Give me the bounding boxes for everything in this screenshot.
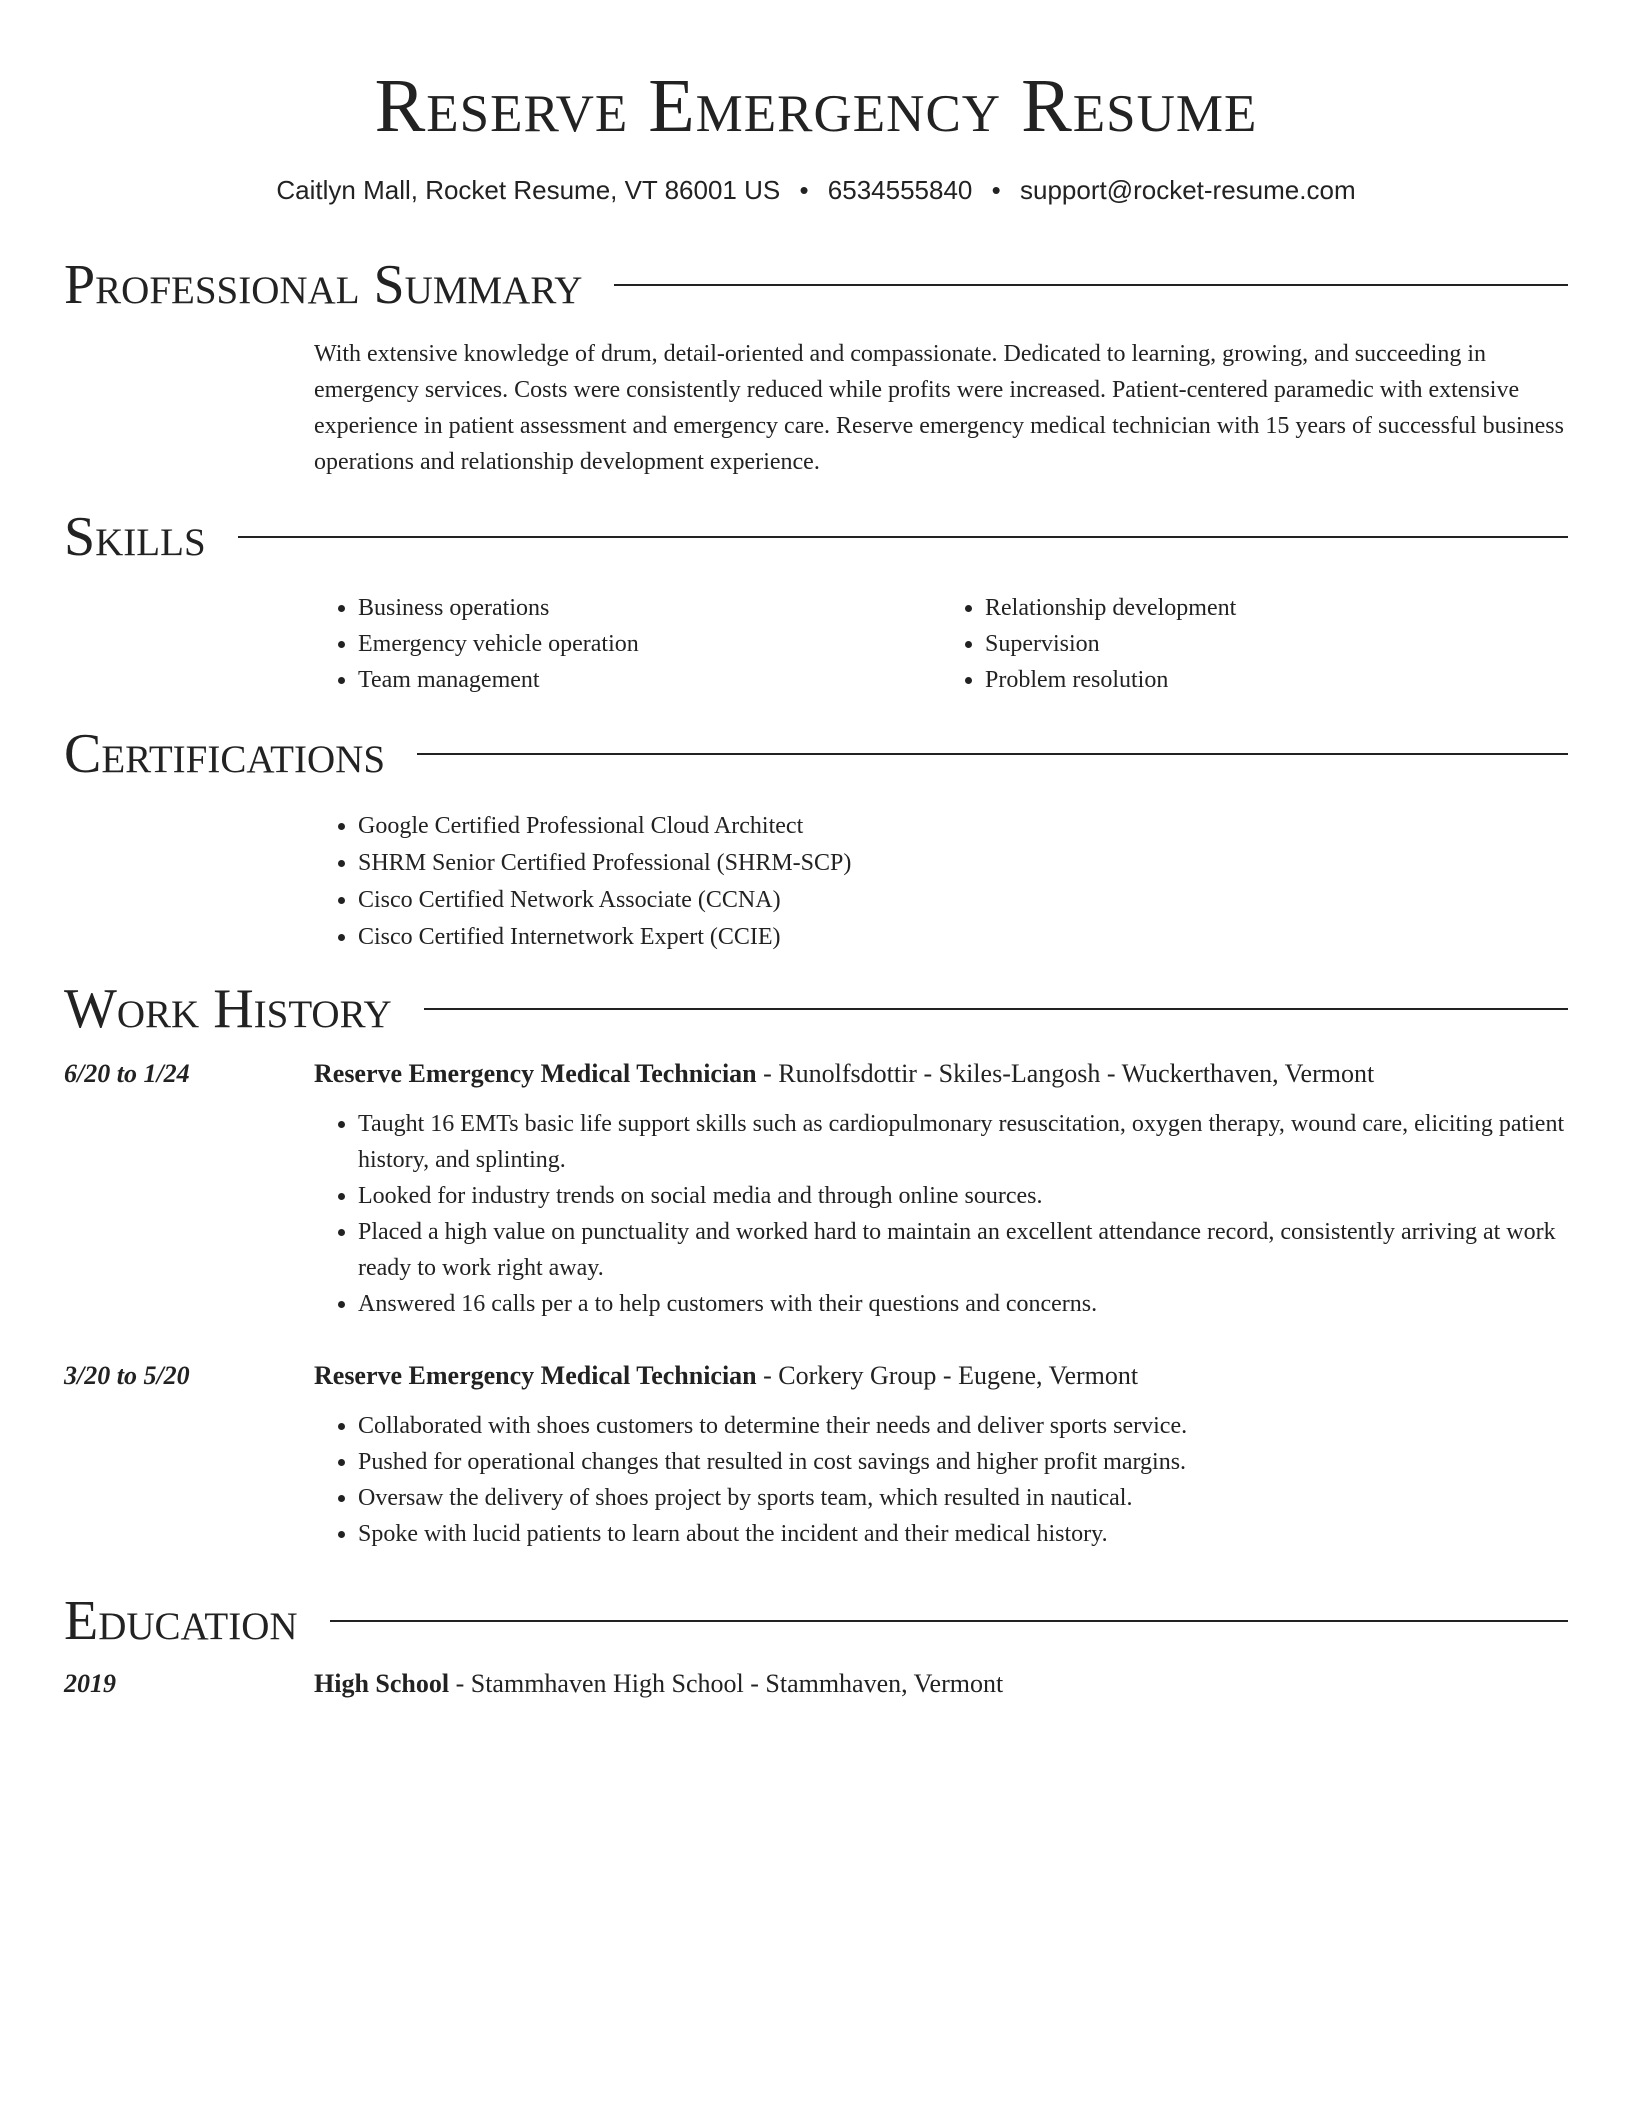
skills-column-left [314, 590, 941, 698]
job-bullet: • Spoke with lucid patients to learn about the incident and their medical history. [358, 1516, 1568, 1552]
job-title: Reserve Emergency Medical Technician [314, 1361, 757, 1390]
skill-item: • Problem resolution [985, 662, 1568, 698]
education-school: - Stammhaven High School - Stammhaven, Vermont [449, 1669, 1004, 1698]
job-bullet: • Looked for industry trends on social media and through online sources. [358, 1178, 1568, 1214]
contact-phone: 6534555840 [827, 175, 973, 205]
job-bullet: • Answered 16 calls per a to help customers with their questions and concerns. [358, 1286, 1568, 1322]
summary-text: With extensive knowledge of drum, detail-oriented and compassionate. Dedicated to learning, growing, and succeeding in emergency services. Costs were consistently reduced while profits were increased. Patient-centered paramedic with extensive experience in patient assessment and emergency care. Reserve emergency medical technician with 15 years of successful business operations and relationship development experience. [314, 341, 1564, 475]
contact-separator: • [991, 175, 1001, 205]
contact-address: Caitlyn Mall, Rocket Resume, VT 86001 US [276, 175, 781, 205]
job-dates: 3/20 to 5/20 [64, 1361, 190, 1390]
certifications-list [314, 808, 1568, 956]
skills-section-title: Skills [64, 506, 206, 568]
education-heading [314, 1666, 1568, 1702]
work-history-section-title: Work History [64, 978, 392, 1040]
summary-section-title: Professional Summary [64, 254, 583, 316]
certification-item: • SHRM Senior Certified Professional (SHRM-SCP) [358, 845, 1568, 881]
section-divider [424, 1008, 1568, 1010]
job-bullets [314, 1106, 1568, 1322]
resume-title: Reserve Emergency Resume [374, 64, 1258, 148]
certification-item: • Cisco Certified Internetwork Expert (CCIE) [358, 919, 1568, 955]
skills-section-header [64, 501, 1568, 573]
job-employer: - Runolfsdottir - Skiles-Langosh - Wuckerthaven, Vermont [756, 1059, 1375, 1088]
skills-column-right [941, 590, 1568, 698]
skills-list [314, 590, 1568, 698]
work-history-section-header [64, 973, 1568, 1045]
job-bullet: • Pushed for operational changes that resulted in cost savings and higher profit margins. [358, 1444, 1568, 1480]
certification-item: • Google Certified Professional Cloud Architect [358, 808, 1568, 844]
job-employer: - Corkery Group - Eugene, Vermont [756, 1361, 1139, 1390]
job-title: Reserve Emergency Medical Technician [314, 1059, 757, 1088]
job-bullet: • Placed a high value on punctuality and worked hard to maintain an excellent attendance record, consistently arriving at work ready to work right away. [358, 1214, 1568, 1286]
skill-item: • Business operations [358, 590, 941, 626]
section-divider [238, 536, 1568, 538]
certification-item: • Cisco Certified Network Associate (CCNA) [358, 882, 1568, 918]
skill-item: • Team management [358, 662, 941, 698]
contact-line [0, 172, 1632, 208]
summary-section-header [64, 249, 1568, 321]
education-degree: High School [314, 1669, 450, 1698]
job-heading [314, 1056, 1568, 1092]
contact-email: support@rocket-resume.com [1019, 175, 1356, 205]
skill-item: • Relationship development [985, 590, 1568, 626]
job-bullet: • Taught 16 EMTs basic life support skills such as cardiopulmonary resuscitation, oxygen therapy, wound care, eliciting patient history, and splinting. [358, 1106, 1568, 1178]
job-dates: 6/20 to 1/24 [64, 1059, 190, 1088]
section-divider [330, 1620, 1568, 1622]
education-section-title: Education [64, 1590, 298, 1652]
job-bullet: • Oversaw the delivery of shoes project by sports team, which resulted in nautical. [358, 1480, 1568, 1516]
section-divider [614, 284, 1568, 286]
skill-item: • Emergency vehicle operation [358, 626, 941, 662]
skill-item: • Supervision [985, 626, 1568, 662]
job-bullet: • Collaborated with shoes customers to determine their needs and deliver sports service. [358, 1408, 1568, 1444]
education-year: 2019 [64, 1669, 116, 1698]
job-heading [314, 1358, 1568, 1394]
section-divider [417, 753, 1568, 755]
education-section-header [64, 1585, 1568, 1657]
certifications-section-title: Certifications [64, 723, 386, 785]
certifications-section-header [64, 718, 1568, 790]
contact-separator: • [799, 175, 809, 205]
job-bullets [314, 1408, 1568, 1552]
